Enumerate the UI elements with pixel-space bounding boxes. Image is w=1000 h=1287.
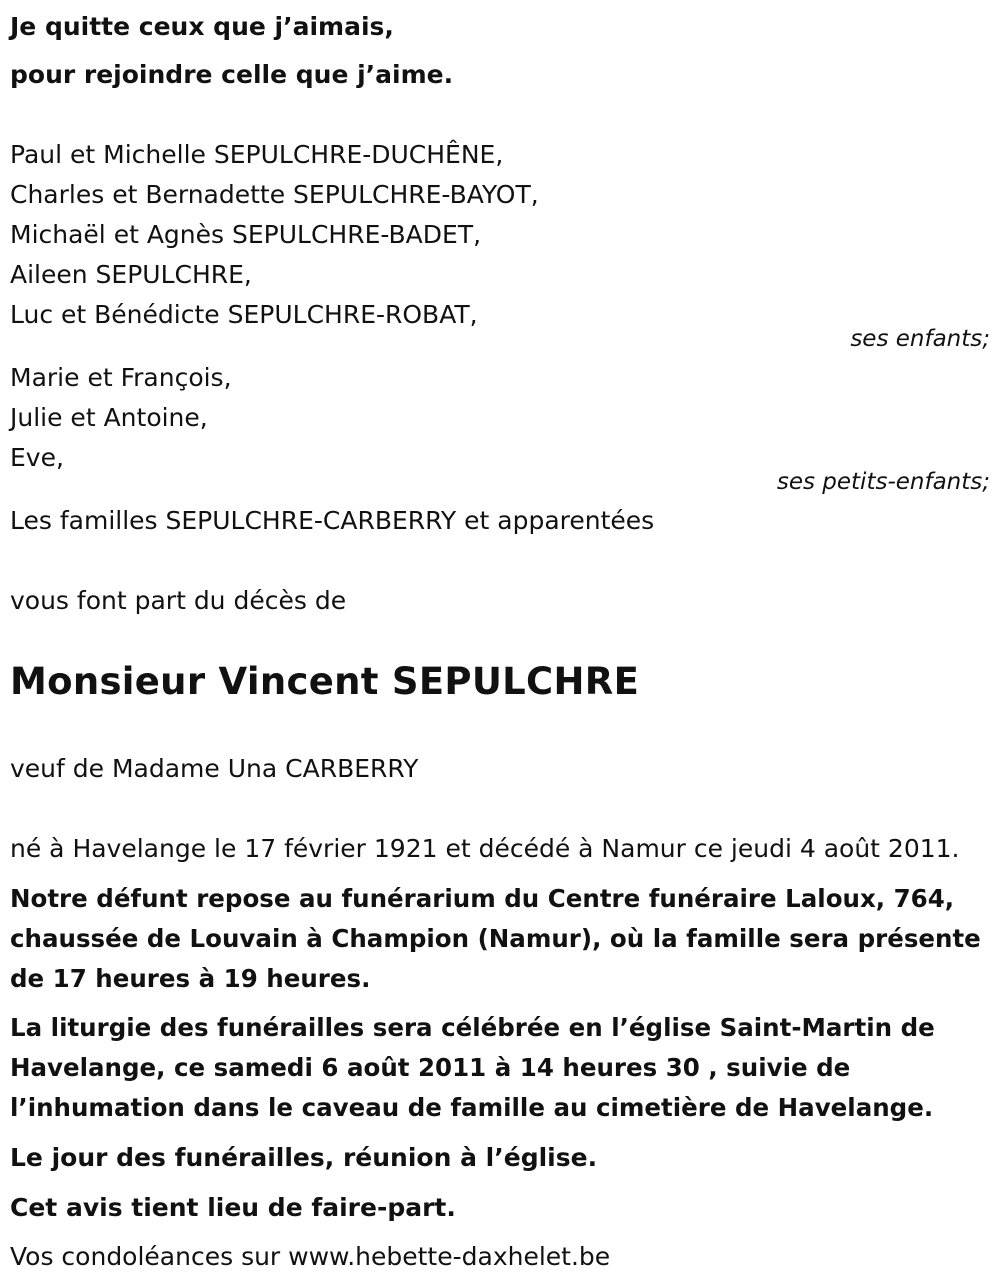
meeting-line: Le jour des funérailles, réunion à l’église. <box>10 1143 598 1172</box>
child-line-4: Aileen SEPULCHRE, <box>10 260 252 289</box>
grandchild-line-2: Julie et Antoine, <box>10 403 208 432</box>
widower-line: veuf de Madame Una CARBERRY <box>10 754 419 783</box>
child-line-2: Charles et Bernadette SEPULCHRE-BAYOT, <box>10 180 539 209</box>
grandchild-line-1: Marie et François, <box>10 363 232 392</box>
families-line: Les familles SEPULCHRE-CARBERRY et apparentées <box>10 506 655 535</box>
child-line-5: Luc et Bénédicte SEPULCHRE-ROBAT, <box>10 300 478 329</box>
epigraph-line-2: pour rejoindre celle que j’aime. <box>10 60 454 89</box>
liturgy-paragraph: La liturgie des funérailles sera célébrée en l’église Saint-Martin de Havelange, ce samedi 6 août 2011 à 14 heures 30 , suivie de l’inhumation dans le caveau de famille au cimetière de Havelange. <box>10 1013 935 1122</box>
notice-line: Cet avis tient lieu de faire-part. <box>10 1193 456 1222</box>
epigraph-line-1: Je quitte ceux que j’aimais, <box>10 12 394 41</box>
child-line-3: Michaël et Agnès SEPULCHRE-BADET, <box>10 220 482 249</box>
condolences-line: Vos condoléances sur www.hebette-daxhelet.be <box>10 1242 611 1271</box>
grandchildren-label: ses petits-enfants; <box>776 469 990 495</box>
announcement-line: vous font part du décès de <box>10 586 347 615</box>
birth-death-line: né à Havelange le 17 février 1921 et décédé à Namur ce jeudi 4 août 2011. <box>10 834 960 863</box>
grandchild-line-3: Eve, <box>10 443 64 472</box>
funerarium-paragraph: Notre défunt repose au funérarium du Centre funéraire Laloux, 764, chaussée de Louvain à Champion (Namur), où la famille sera présente de 17 heures à 19 heures. <box>10 884 981 993</box>
children-label: ses enfants; <box>850 326 990 352</box>
child-line-1: Paul et Michelle SEPULCHRE-DUCHÊNE, <box>10 140 504 169</box>
deceased-name: Monsieur Vincent SEPULCHRE <box>10 660 640 703</box>
